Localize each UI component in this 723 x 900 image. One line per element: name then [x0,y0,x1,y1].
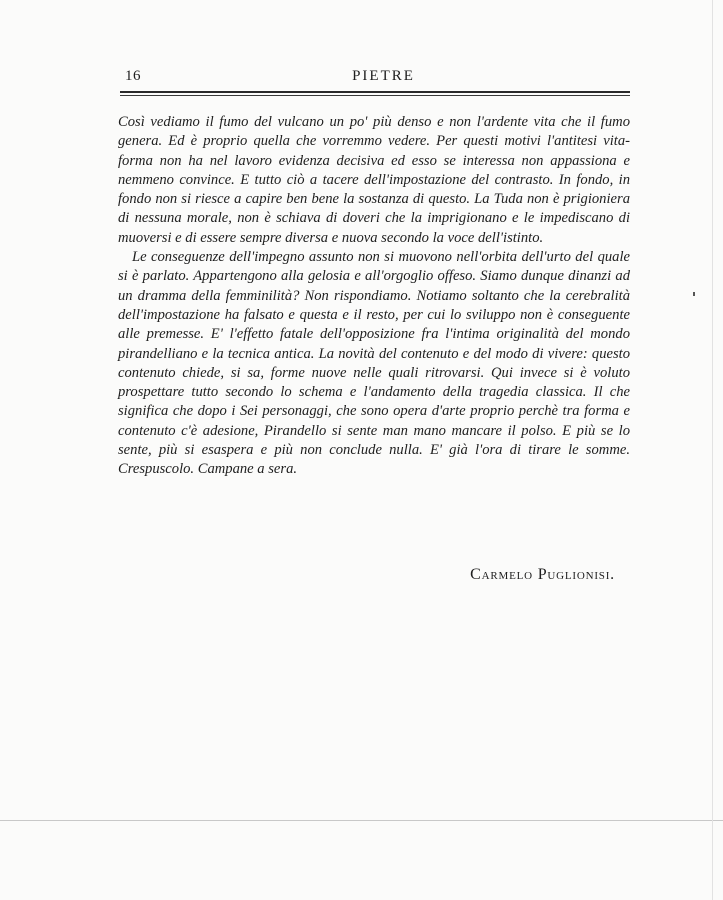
scan-edge-right [712,0,713,900]
header-rule-thick [120,91,630,93]
page-number: 16 [125,68,141,84]
running-header [122,68,627,90]
article-body [118,113,630,480]
scan-speck [693,292,695,296]
paragraph-1: Così vediamo il fumo del vulcano un po' più denso e non l'ardente vita che il fumo genera. Ed è proprio quella che vorremmo vedere. Per questi motivi l'antitesi vita-forma non ha nel lavoro evidenza decisiva ed esso se interessa non appassiona e nemmeno convince. E tutto ciò a tacere dell'impostazione del contrasto. In fondo, in fondo non si riesce a capire ben bene la sostanza di questo. La Tuda non è prigioniera di nessuna morale, non è schiava di doveri che la imprigionano e le impediscano di muoversi e di essere sempre diversa e nuova secondo la voce dell'istinto. [118,114,630,246]
running-title: PIETRE [352,68,415,84]
scan-edge-bottom [0,820,723,821]
header-rule-thin [120,95,630,96]
author-signature: Carmelo Puglionisi. [470,566,615,583]
paragraph-2: Le conseguenze dell'impegno assunto non si muovono nell'orbita dell'urto del quale si è parlato. Appartengono alla gelosia e all'orgoglio offeso. Siamo dunque dinanzi ad un dramma della femminilità? Non rispondiamo. Notiamo soltanto che la cerebralità dell'impostazione ha falsato e questa e il resto, per cui lo sviluppo non è conseguente alle premesse. E' l'effetto fatale dell'opposizione fra l'intima originalità del mondo pirandelliano e la tecnica antica. La novità del contenuto e del modo di vivere: questo contenuto chiede, si sa, forme nuove nelle quali ritrovarsi. Qui invece si è voluto prospettare tutto secondo lo schema e l'andamento della tragedia classica. Il che significa che dopo i Sei personaggi, che sono opera d'arte proprio perchè tra forma e contenuto c'è adesione, Pirandello si sente man mano mancare il polso. E più se lo sente, più si esaspera e più non conclude nulla. E' già l'ora di tirare le somme. Crespuscolo. Campane a sera. [118,249,630,478]
